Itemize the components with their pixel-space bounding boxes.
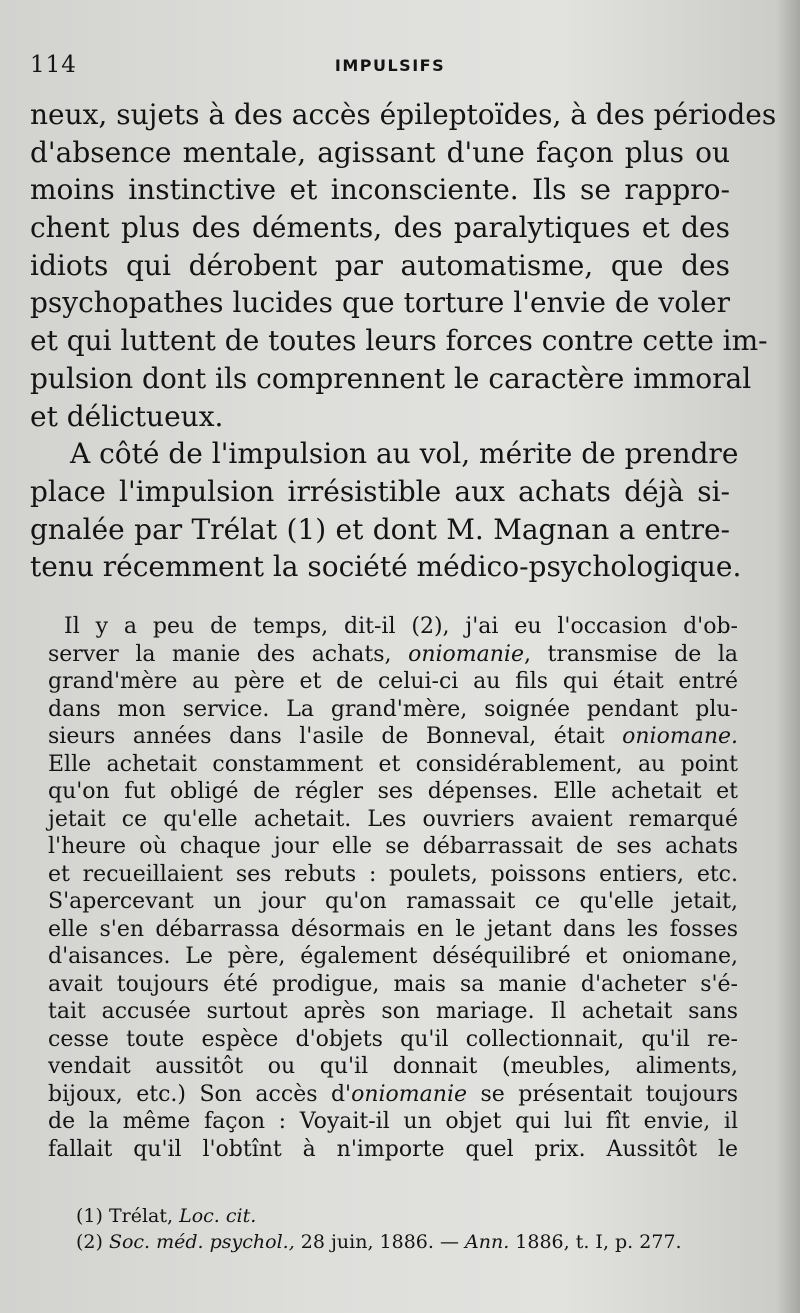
quote-line: d'aisances. Le père, également déséquilibré et oniomane, bbox=[48, 944, 738, 969]
quote-line: server la manie des achats, oniomanie, transmise de la bbox=[48, 641, 738, 667]
quote-line: vendait aussitôt ou qu'il donnait (meubles, aliments, bbox=[48, 1054, 738, 1079]
footnote-2: (2) Soc. méd. psychol., 28 juin, 1886. — Ann. 1886, t. I, p. 277. bbox=[76, 1231, 682, 1253]
text-line: d'absence mentale, agissant d'une façon plus ou bbox=[30, 135, 730, 169]
quote-line: avait toujours été prodigue, mais sa manie d'acheter s'é- bbox=[48, 971, 738, 997]
quote-line: S'apercevant un jour qu'on ramassait ce qu'elle jetait, bbox=[48, 889, 738, 914]
quote-line: jetait ce qu'elle achetait. Les ouvriers avaient remarqué bbox=[48, 806, 738, 832]
footnotes bbox=[76, 1203, 756, 1255]
text-line: place l'impulsion irrésistible aux achats déjà si- bbox=[30, 474, 730, 508]
quote-line: sieurs années dans l'asile de Bonneval, était oniomane. bbox=[48, 724, 738, 749]
quote-line: et recueillaient ses rebuts : poulets, poissons entiers, etc. bbox=[48, 861, 738, 887]
quote-line: bijoux, etc.) Son accès d'oniomanie se présentait toujours bbox=[48, 1081, 738, 1107]
text-line: gnalée par Trélat (1) et dont M. Magnan a entre- bbox=[30, 512, 730, 546]
text-line: chent plus des déments, des paralytiques et des bbox=[30, 211, 730, 245]
quote-line: l'heure où chaque jour elle se débarrassait de ses achats bbox=[48, 834, 738, 859]
quote-line: elle s'en débarrassa désormais en le jetant dans les fosses bbox=[48, 916, 738, 942]
text-line: psychopathes lucides que torture l'envie de voler bbox=[30, 286, 730, 320]
page-edge-shadow bbox=[776, 0, 800, 1313]
text-line: pulsion dont ils comprennent le caractère immoral bbox=[30, 361, 752, 395]
quote-line: cesse toute espèce d'objets qu'il collectionnait, qu'il re- bbox=[48, 1026, 738, 1052]
quote-line: qu'on fut obligé de régler ses dépenses. Elle achetait et bbox=[48, 779, 738, 804]
quote-line: fallait qu'il l'obtînt à n'importe quel prix. Aussitôt le bbox=[48, 1136, 738, 1162]
running-title: IMPULSIFS bbox=[334, 56, 446, 75]
quote-line: de la même façon : Voyait-il un objet qui lui fît envie, il bbox=[48, 1109, 738, 1134]
quote-line: Il y a peu de temps, dit-il (2), j'ai eu l'occasion d'ob- bbox=[64, 614, 738, 639]
text-line: et qui luttent de toutes leurs forces contre cette im- bbox=[30, 324, 768, 358]
quote-line: tait accusée surtout après son mariage. Il achetait sans bbox=[48, 999, 738, 1024]
text-line: et délictueux. bbox=[30, 399, 224, 433]
text-line: neux, sujets à des accès épileptoïdes, à des périodes bbox=[30, 98, 777, 131]
page-number: 114 bbox=[30, 52, 77, 78]
text-line: moins instinctive et inconsciente. Ils se rappro- bbox=[30, 173, 730, 207]
text-line: idiots qui dérobent par automatisme, que des bbox=[30, 248, 730, 282]
text-line: A côté de l'impulsion au vol, mérite de prendre bbox=[70, 437, 739, 471]
quote-line: Elle achetait constamment et considérablement, au point bbox=[48, 751, 738, 777]
text-line: tenu récemment la société médico-psychologique. bbox=[30, 550, 742, 584]
main-paragraphs bbox=[30, 96, 777, 586]
footnote-1: (1) Trélat, Loc. cit. bbox=[76, 1205, 257, 1227]
page-header bbox=[30, 52, 750, 82]
quote-line: dans mon service. La grand'mère, soignée pendant plu- bbox=[48, 696, 738, 722]
quote-line: grand'mère au père et de celui-ci au fils qui était entré bbox=[48, 669, 738, 694]
quoted-passage bbox=[48, 613, 738, 1163]
